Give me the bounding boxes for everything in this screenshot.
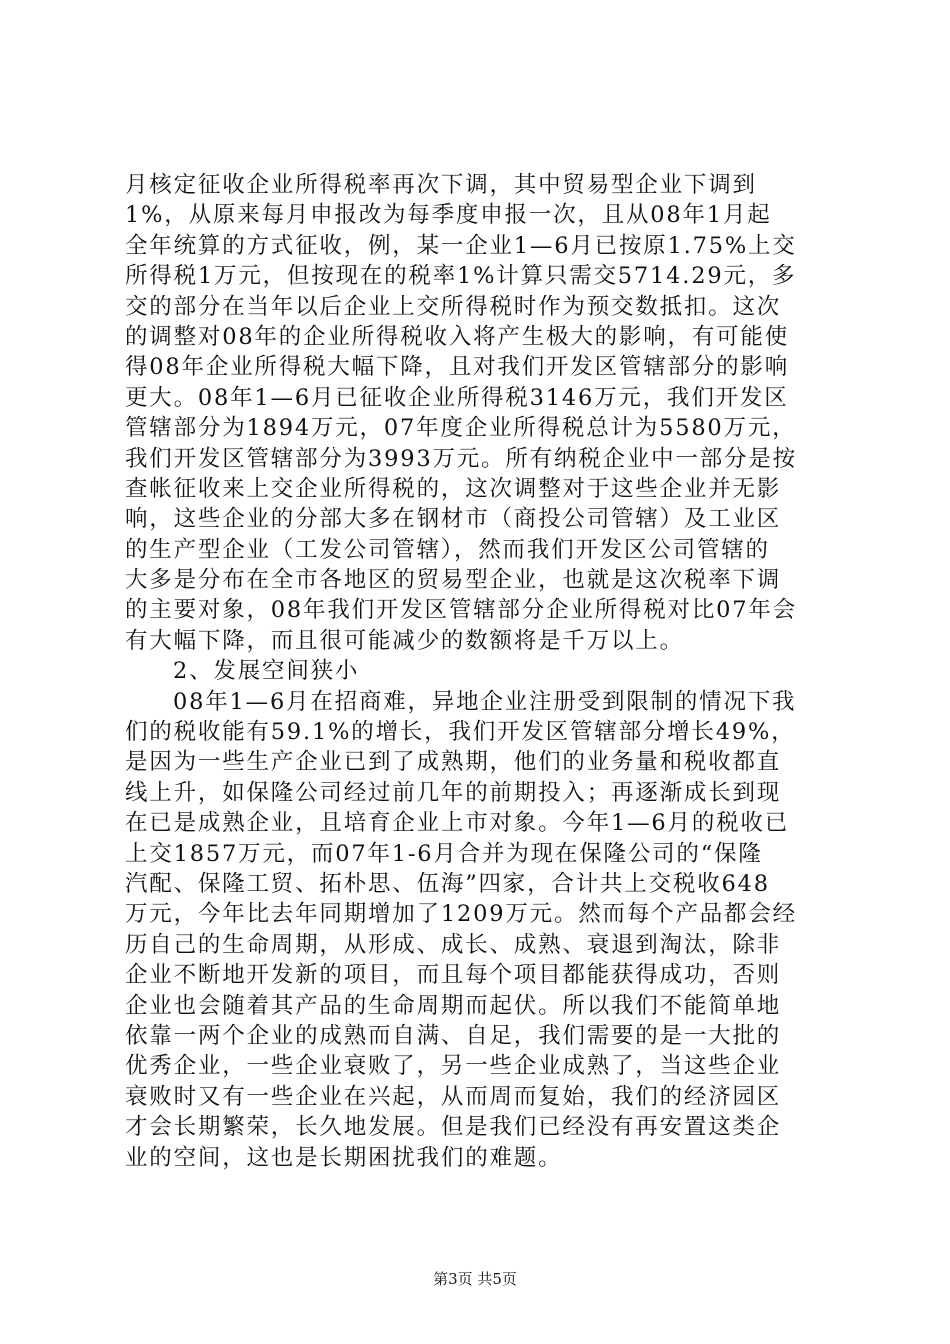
page-number-footer: 第3页 共5页 [433,1270,517,1288]
text-line: 们的税收能有59.1%的增长，我们开发区管辖部分增长49%， [125,719,796,746]
text-line: 大多是分布在全市各地区的贸易型企业，也就是这次税率下调 [125,567,782,594]
body-text [125,170,840,1173]
text-line: 所得税1万元，但按现在的税率1%计算只需交5714.29元，多 [125,263,797,290]
text-line: 优秀企业，一些企业衰败了，另一些企业成熟了，当这些企业 [125,1053,782,1080]
text-line: 更大。08年1—6月已征收企业所得税3146万元，我们开发区 [125,384,789,411]
text-line: 汽配、保隆工贸、拓朴思、伍海”四家，合计共上交税收648 [125,870,770,897]
text-line: 企业也会随着其产品的生命周期而起伏。所以我们不能简单地 [125,992,782,1019]
text-line: 才会长期繁荣，长久地发展。但是我们已经没有再安置这类企 [125,1114,782,1141]
text-line: 管辖部分为1894万元，07年度企业所得税总计为5580万元， [125,415,797,442]
text-line: 查帐征收来上交企业所得税的，这次调整对于这些企业并无影 [125,475,782,502]
text-line: 1%，从原来每月申报改为每季度申报一次，且从08年1月起 [125,202,772,229]
text-line: 在已是成熟企业，且培育企业上市对象。今年1—6月的税收已 [125,810,790,837]
text-line: 全年统算的方式征收，例，某一企业1—6月已按原1.75%上交 [125,232,797,259]
text-line: 的生产型企业（工发公司管辖），然而我们开发区公司管辖的 [125,536,770,563]
text-line: 有大幅下降，而且很可能减少的数额将是千万以上。 [125,627,684,654]
text-line: 业的空间，这也是长期困扰我们的难题。 [125,1144,563,1171]
text-line: 响，这些企业的分部大多在钢材市（商投公司管辖）及工业区 [125,506,782,533]
text-line: 依靠一两个企业的成熟而自满、自足，我们需要的是一大批的 [125,1022,782,1049]
text-line: 交的部分在当年以后企业上交所得税时作为预交数抵扣。这次 [125,293,782,320]
text-line: 是因为一些生产企业已到了成熟期，他们的业务量和税收都直 [125,749,782,776]
text-line: 的主要对象，08年我们开发区管辖部分企业所得税对比07年会 [125,597,797,624]
text-line: 衰败时又有一些企业在兴起，从而周而复始，我们的经济园区 [125,1083,782,1110]
text-line: 线上升，如保隆公司经过前几年的前期投入；再逐渐成长到现 [125,779,782,806]
text-line: 的调整对08年的企业所得税收入将产生极大的影响，有可能使 [125,323,790,350]
text-line: 月核定征收企业所得税率再次下调，其中贸易型企业下调到 [125,172,757,198]
text-line: 08年1—6月在招商难，异地企业注册受到限制的情况下我 [173,688,797,715]
text-line: 我们开发区管辖部分为3993万元。所有纳税企业中一部分是按 [125,445,797,472]
text-line: 上交1857万元，而07年1-6月合并为现在保隆公司的“保隆 [125,840,763,867]
text-line: 企业不断地开发新的项目，而且每个项目都能获得成功，否则 [125,962,782,989]
text-line: 得08年企业所得税大幅下降，且对我们开发区管辖部分的影响 [125,354,790,381]
text-line: 历自己的生命周期，从形成、成长、成熟、衰退到淘汰，除非 [125,931,782,958]
text-line: 万元，今年比去年同期增加了1209万元。然而每个产品都会经 [125,901,797,928]
section-heading: 2、发展空间狭小 [173,658,360,685]
